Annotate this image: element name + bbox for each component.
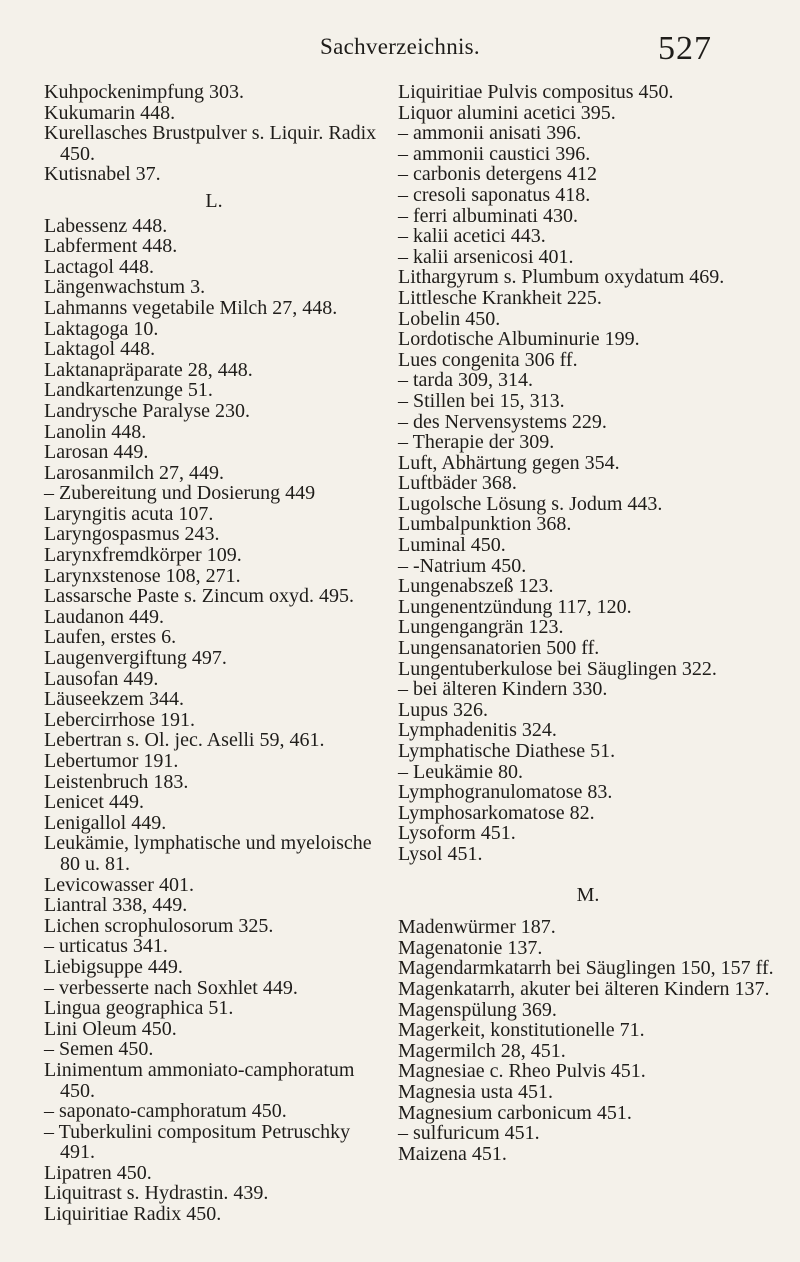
index-entry: Lactagol 448. — [44, 255, 154, 278]
index-entry: Laugenvergiftung 497. — [44, 647, 227, 670]
index-entry: Magenatonie 137. — [398, 936, 543, 959]
index-entry: Läuseekzem 344. — [44, 688, 184, 711]
index-entry: Magendarmkatarrh bei Säuglingen 150, 157 ff. — [398, 957, 774, 980]
index-entry: Labessenz 448. — [44, 214, 168, 237]
index-entry: – des Nervensystems 229. — [398, 410, 607, 433]
index-entry: Lingua geographica 51. — [44, 997, 234, 1020]
index-entry: – bei älteren Kindern 330. — [398, 678, 608, 701]
index-entry: Magnesia usta 451. — [398, 1080, 553, 1103]
index-entry: Magermilch 28, 451. — [398, 1039, 566, 1062]
index-entry: Kutisnabel 37. — [44, 163, 161, 186]
index-entry: Lichen scrophulosorum 325. — [44, 914, 274, 937]
running-head: Sachverzeichnis. — [320, 34, 480, 59]
index-entry: – verbesserte nach Soxhlet 449. — [44, 976, 298, 999]
index-entry: Lini Oleum 450. — [44, 1017, 177, 1040]
index-entry: Maizena 451. — [398, 1142, 507, 1165]
index-entry: Leukämie, lymphatische und myeloische 80 u. 81. — [44, 832, 372, 875]
section-letter: M. — [576, 883, 600, 906]
index-entry: Lordotische Albuminurie 199. — [398, 328, 640, 351]
index-entry: Liquitrast s. Hydrastin. 439. — [44, 1182, 269, 1205]
index-entry: – ferri albuminati 430. — [398, 204, 578, 227]
index-entry: – ammonii caustici 396. — [398, 142, 591, 165]
index-entry: Lysoform 451. — [398, 822, 516, 845]
index-entry: Larosanmilch 27, 449. — [44, 461, 224, 484]
index-entry: Magnesiae c. Rheo Pulvis 451. — [398, 1060, 646, 1083]
index-entry: – cresoli saponatus 418. — [398, 183, 591, 206]
index-entry: Liquor alumini acetici 395. — [398, 101, 616, 124]
index-entry: Lebertran s. Ol. jec. Aselli 59, 461. — [44, 729, 325, 752]
index-entry: Littlesche Krankheit 225. — [398, 286, 602, 309]
index-column-right — [398, 82, 778, 1164]
index-entry: Lanolin 448. — [44, 420, 147, 443]
index-entry: Lithargyrum s. Plumbum oxydatum 469. — [398, 266, 725, 289]
index-entry: Liquiritiae Radix 450. — [44, 1203, 222, 1226]
index-entry: Kuhpockenimpfung 303. — [44, 81, 244, 103]
index-entry: – tarda 309, 314. — [398, 369, 533, 392]
index-entry: Levicowasser 401. — [44, 873, 194, 896]
index-entry: Liquiritiae Pulvis compositus 450. — [398, 81, 674, 103]
index-entry: Längenwachstum 3. — [44, 276, 206, 299]
index-entry: Lassarsche Paste s. Zincum oxyd. 495. — [44, 585, 354, 608]
index-entry: Luftbäder 368. — [398, 472, 517, 495]
index-entry: Larosan 449. — [44, 441, 149, 464]
index-entry: Magenspülung 369. — [398, 998, 557, 1021]
index-entry: Laudanon 449. — [44, 605, 164, 628]
index-entry: Labferment 448. — [44, 235, 178, 258]
index-entry: – ammonii anisati 396. — [398, 122, 582, 145]
index-entry: Laryngospasmus 243. — [44, 523, 220, 546]
index-entry: Kukumarin 448. — [44, 101, 176, 124]
index-entry: Linimentum ammoniato-camphoratum 450. — [44, 1058, 355, 1102]
index-entry: Lues congenita 306 ff. — [398, 348, 578, 371]
index-entry: Lymphadenitis 324. — [398, 719, 557, 742]
index-entry: Kurellasches Brustpulver s. Liquir. Radix 450. — [44, 122, 377, 165]
index-entry: Lymphatische Diathese 51. — [398, 740, 616, 762]
index-entry: – Leukämie 80. — [398, 760, 523, 783]
index-entry: Lysol 451. — [398, 842, 483, 865]
index-entry: Lobelin 450. — [398, 307, 501, 330]
index-entry: – urticatus 341. — [44, 935, 168, 958]
index-entry: Lungengangrän 123. — [398, 616, 564, 639]
index-entry: Lebercirrhose 191. — [44, 708, 196, 731]
index-entry: Lungenabszeß 123. — [398, 575, 554, 598]
index-entry: Lausofan 449. — [44, 667, 159, 690]
index-entry: Laktagol 448. — [44, 338, 156, 361]
index-entry: Luft, Abhärtung gegen 354. — [398, 451, 620, 474]
index-entry: Landrysche Paralyse 230. — [44, 399, 251, 422]
index-entry: Lahmanns vegetabile Milch 27, 448. — [44, 296, 338, 319]
index-entry: Liebigsuppe 449. — [44, 955, 183, 978]
section-letter: L. — [205, 189, 223, 212]
index-entry: Lymphosarkomatose 82. — [398, 801, 595, 824]
index-entry: Magnesium carbonicum 451. — [398, 1101, 632, 1124]
index-entry: – carbonis detergens 412 — [398, 163, 598, 186]
index-entry: Madenwürmer 187. — [398, 916, 556, 939]
index-entry: Magerkeit, konstitutionelle 71. — [398, 1019, 645, 1042]
index-entry: Lumbalpunktion 368. — [398, 513, 572, 536]
index-entry: Lipatren 450. — [44, 1161, 152, 1184]
index-entry: – Semen 450. — [44, 1038, 154, 1061]
index-entry: Lupus 326. — [398, 698, 488, 721]
index-entry: – Tuberkulini compositum Petruschky 491. — [44, 1120, 351, 1164]
index-entry: Lebertumor 191. — [44, 750, 179, 772]
index-entry: Magenkatarrh, akuter bei älteren Kindern 137. — [398, 977, 770, 1000]
page-number: 527 — [658, 30, 712, 67]
index-entry: Lungensanatorien 500 ff. — [398, 637, 600, 660]
index-entry: – Stillen bei 15, 313. — [398, 389, 565, 412]
index-entry: – -Natrium 450. — [398, 554, 527, 577]
index-entry: Larynxstenose 108, 271. — [44, 564, 241, 587]
index-entry: – kalii arsenicosi 401. — [398, 245, 574, 268]
index-entry: Luminal 450. — [398, 534, 506, 557]
index-entry: Laktagoga 10. — [44, 317, 159, 340]
index-entry: – kalii acetici 443. — [398, 225, 546, 248]
index-entry: – saponato-camphoratum 450. — [44, 1100, 287, 1123]
index-column-left — [44, 82, 384, 1225]
index-entry: Landkartenzunge 51. — [44, 379, 213, 402]
index-entry: – Therapie der 309. — [398, 431, 555, 454]
index-entry: Laktanapräparate 28, 448. — [44, 358, 253, 381]
index-entry: Lungentuberkulose bei Säuglingen 322. — [398, 657, 717, 680]
index-entry: Lugolsche Lösung s. Jodum 443. — [398, 492, 663, 515]
index-entry: Laryngitis acuta 107. — [44, 502, 214, 525]
page-header — [0, 30, 800, 74]
index-entry: Lenicet 449. — [44, 791, 144, 814]
index-entry: Liantral 338, 449. — [44, 894, 188, 917]
index-entry: Lymphogranulomatose 83. — [398, 781, 613, 804]
index-entry: Laufen, erstes 6. — [44, 626, 177, 649]
index-entry: – sulfuricum 451. — [398, 1122, 540, 1145]
index-entry: Larynxfremdkörper 109. — [44, 544, 242, 567]
index-entry: Lungenentzündung 117, 120. — [398, 595, 632, 618]
index-entry: Leistenbruch 183. — [44, 770, 189, 793]
index-entry: – Zubereitung und Dosierung 449 — [44, 482, 316, 505]
index-entry: Lenigallol 449. — [44, 811, 167, 834]
